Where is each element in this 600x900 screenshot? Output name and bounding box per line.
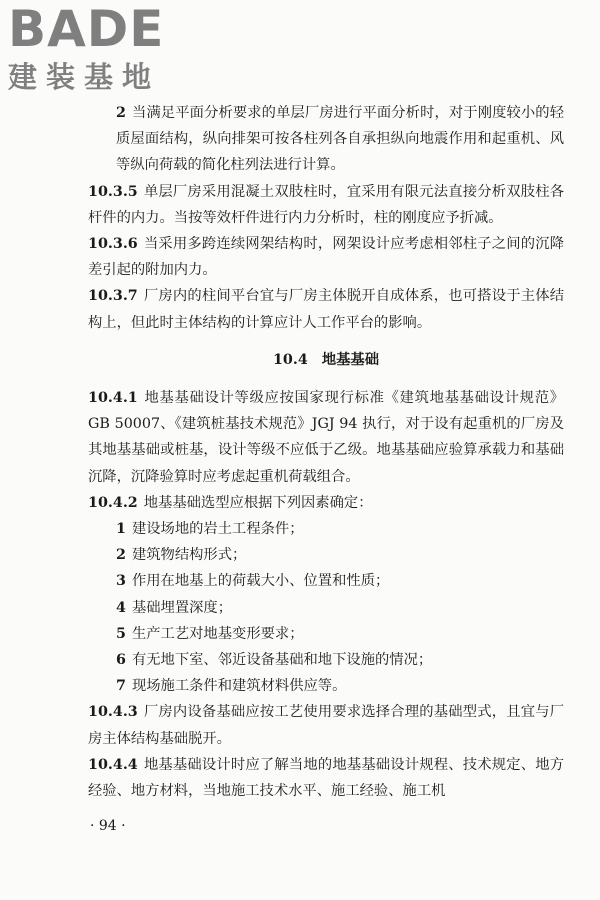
clause-text: 地基基础选型应根据下列因素确定：	[143, 494, 373, 511]
list-item-text: 有无地下室、邻近设备基础和地下设施的情况；	[131, 652, 433, 669]
clause-paragraph	[88, 752, 564, 804]
list-item	[88, 621, 564, 647]
page-body	[88, 100, 564, 804]
list-item	[88, 516, 564, 542]
list-item-number: 1	[116, 521, 126, 538]
clause-text: 厂房内设备基础应按工艺使用要求选择合理的基础型式，且宜与厂房主体结构基础脱开。	[88, 704, 564, 747]
clause-number: 10.4.3	[88, 704, 138, 721]
list-item-number: 2	[116, 547, 126, 564]
clause-paragraph	[88, 179, 564, 231]
logo-wordmark: BADE	[8, 0, 165, 58]
list-item	[88, 568, 564, 594]
clause-paragraph	[88, 385, 564, 490]
publisher-logo	[8, 2, 178, 94]
clause-text: 当满足平面分析要求的单层厂房进行平面分析时，对于刚度较小的轻质屋面结构，纵向排架可按各柱列各自承担纵向地震作用和起重机、风等纵向荷载的简化柱列法进行计算。	[116, 105, 564, 174]
clause-item	[88, 100, 564, 179]
list-item	[88, 542, 564, 568]
list-item	[88, 647, 564, 673]
clause-number: 2	[116, 105, 126, 121]
clause-paragraph	[88, 231, 564, 283]
list-item-number: 6	[116, 652, 126, 669]
list-item-text: 生产工艺对地基变形要求；	[131, 625, 304, 642]
list-item-text: 建筑物结构形式；	[131, 547, 247, 564]
list-item-number: 7	[116, 678, 126, 695]
clause-number: 10.3.6	[88, 236, 138, 253]
page-number: · 94 ·	[90, 818, 126, 834]
section-number: 10.4	[272, 351, 308, 368]
clause-text: 厂房内的柱间平台宜与厂房主体脱开自成体系，也可搭设于主体结构上，但此时主体结构的计算应计人工作平台的影响。	[88, 288, 564, 331]
clause-number: 10.3.5	[88, 183, 138, 200]
clause-number: 10.4.1	[88, 390, 138, 407]
clause-number: 10.3.7	[88, 288, 138, 305]
clause-number: 10.4.2	[88, 494, 138, 511]
list-item-text: 现场施工条件和建筑材料供应等。	[131, 678, 347, 695]
clause-text: 当采用多跨连续网架结构时，网架设计应考虑相邻柱子之间的沉降差引起的附加内力。	[88, 236, 564, 279]
list-item	[88, 595, 564, 621]
clause-text: 地基基础设计时应了解当地的地基基础设计规程、技术规定、地方经验、地方材料，当地施工技术水平、施工经验、施工机	[88, 756, 564, 800]
list-item	[88, 673, 564, 699]
list-item-number: 4	[116, 599, 126, 616]
clause-paragraph	[88, 283, 564, 335]
section-heading	[88, 347, 564, 373]
section-title: 地基基础	[321, 351, 379, 368]
list-item-text: 建设场地的岩土工程条件；	[131, 521, 304, 538]
list-item-text: 基础埋置深度；	[131, 599, 233, 616]
clause-number: 10.4.4	[88, 756, 138, 773]
clause-text: 单层厂房采用混凝土双肢柱时，宜采用有限元法直接分析双肢柱各杆件的内力。当按等效杆件进行内力分析时，柱的刚度应予折减。	[88, 183, 564, 226]
clause-paragraph	[88, 699, 564, 751]
clause-paragraph	[88, 490, 564, 516]
list-item-number: 5	[116, 625, 126, 642]
logo-subtitle: 建装基地	[8, 60, 161, 94]
clause-text: 地基基础设计等级应按国家现行标准《建筑地基基础设计规范》GB 50007、《建筑桩基技术规范》JGJ 94 执行，对于设有起重机的厂房及其地基基础或桩基，设计等级不应低于乙级。地基基础应验算承载力和基础沉降，沉降验算时应考虑起重机荷载组合。	[88, 390, 564, 485]
list-item-text: 作用在地基上的荷载大小、位置和性质；	[131, 573, 390, 590]
list-item-number: 3	[116, 573, 126, 590]
